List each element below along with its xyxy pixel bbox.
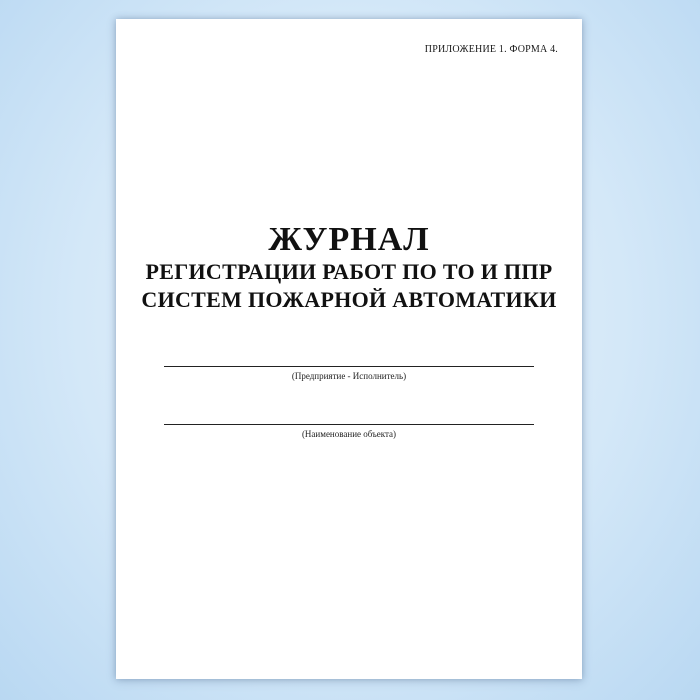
- document-subtitle-line-2: СИСТЕМ ПОЖАРНОЙ АВТОМАТИКИ: [141, 287, 557, 312]
- object-underline: [164, 424, 534, 425]
- journal-cover-page: [116, 19, 582, 679]
- title-block: [116, 222, 582, 314]
- document-title: ЖУРНАЛ: [268, 221, 430, 258]
- enterprise-underline: [164, 366, 534, 367]
- enterprise-field: [164, 366, 534, 381]
- object-caption: (Наименование объекта): [301, 429, 397, 439]
- enterprise-caption: (Предприятие - Исполнитель): [291, 371, 407, 381]
- appendix-label: ПРИЛОЖЕНИЕ 1. ФОРМА 4.: [424, 44, 558, 55]
- object-field: [164, 424, 534, 439]
- document-subtitle-line-1: РЕГИСТРАЦИИ РАБОТ ПО ТО И ППР: [145, 259, 553, 284]
